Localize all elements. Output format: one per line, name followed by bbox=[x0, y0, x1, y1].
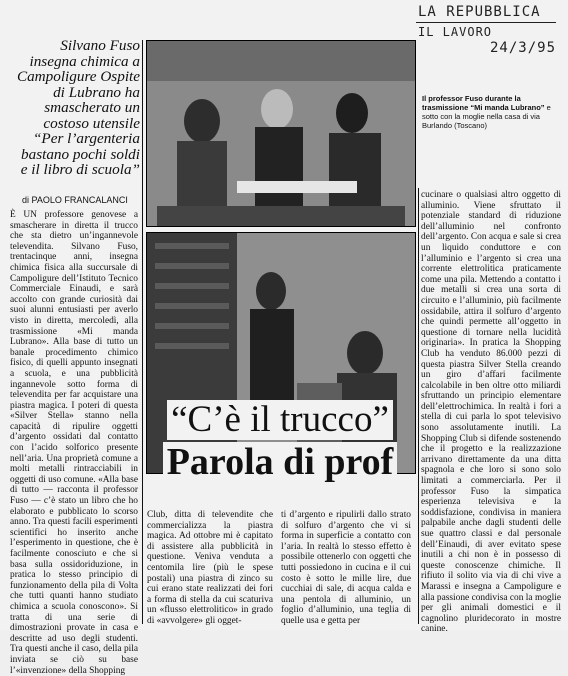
caption-credit: (Toscano) bbox=[454, 121, 488, 130]
article-column-4: cucinare o qualsiasi altro oggetto di alluminio. Viene sfruttato il potenziale standard di riduzione dell’alluminio nel confronto dell’argento. Con acqua e sale si crea un liquido conduttore e con l’alluminio e l’argento si crea una corrente elettrolitica praticamente come una pila. Mettendo a contatto i due metalli si crea una sorta di circuito e l’alluminio, più facilmente ossidabile, attira il solfuro d’argento che quindi permette all’oggetto in questione di tornare nella lucidità originaria». In pratica la Shopping Club ha venduto 86.000 pezzi di questa piastra Silver Stella creando un giro d’affari facilmente calcolabile in ben oltre otto miliardi sfruttando un principio elementare dell’elettrochimica. In realtà i fori a stella di cui parla lo spot televisivo sono assolutamente inutili. La Shopping Club si difende sostenendo che il progetto e la realizzazione arrivano direttamente da una ditta spagnola e che loro si sono solo limitati a commerciarla. Per il professor Fuso la simpatica esperienza televisiva e la soddisfazione, condivisa in maniera palpabile anche dagli studenti delle sue quattro classi e dal personale dell’Einaudi, di aver evitato spese inutili a chi non è in possesso di queste conoscenze chimiche. Il rifiuto il solito via via di chi vive a Marassi e insegna a Campoligure e alla passione condivisa con la moglie per gli animali domestici e il cagnolino pluridecorato in mostre canine. bbox=[421, 190, 561, 635]
article-column-3: ti d’argento e ripulirli dallo strato di solfuro d’argento che vi si forma in superficie a contatto con l’aria. In realtà lo stesso effetto è possibile ottenerlo con oggetti che tutti possiedono in cucina e il cui costo è sotto le mille lire, due cucchiai di sale, di acqua calda e una pentola di alluminio, un foglio d’alluminio, una teglia di quelle usa e getta per bbox=[281, 510, 411, 626]
headline bbox=[150, 400, 410, 482]
article-column-1: È UN professore genovese a smascherare in diretta il trucco che sta dietro un’ingannevole televendita. Silvano Fuso, trentacinque anni, insegna chimica fisica alla succursale di Campoligure dell’Istituto Tecnico Commerciale Einaudi, e sarà accolto con grande curiosità dai suoi alunni entusiasti per averlo visto in diretta, mercoledì, alla trasmissione «Mi manda Lubrano». Alla base di tutto un banale procedimento chimico fisico, di quelli appunto insegnati a scuola, e una pubblicità ingannevole sotto forma di televendita per far acquistare una piastra magica. I poteri di questa «Silver Stella» stanno nella capacità di ripulire oggetti d’argento ossidati dal contatto con l’acido solforico presente nell’aria. Una proprietà comune a molti metalli rintracciabili in oggetti di uso comune. «Alla base di tutto — racconta il professor Fuso — c’è stato un libro che ho elaborato e pubblicato lo scorso anno. Tra questi facili esperimenti scientifici ho inserito anche l’esperimento in questione, che è facilmente conosciuto e che si basa sulla ossidoriduzione, in pratica lo stesso principio di funzionamento della pila di Volta che tutti quanti hanno studiato chimica a scuola conoscono». Si tratta di una serie di dimostrazioni provate in casa e descritte ad uso degli studenti. Tra questi anche il caso, della pila inviata se ciò su base l’«invenzione» della Shopping bbox=[10, 210, 138, 676]
handwritten-underline bbox=[416, 22, 556, 23]
tv-studio-photo bbox=[146, 40, 416, 227]
column-divider bbox=[418, 188, 419, 624]
handwritten-section: IL LAVORO bbox=[418, 25, 493, 39]
article-column-2: Club, ditta di televendite che commercializza la piastra magica. Ad ottobre mi è capitato di assistere alla pubblicità in questione. Veniva venduta a centomila lire (più le spese postali) una piastra di zinco su cui erano state realizzati dei fori a forma di stella da cui scaturiva un «flusso elettrolitico» in grado di «avvolgere» gli ogget- bbox=[147, 510, 273, 626]
handwritten-newspaper-name: LA REPUBBLICA bbox=[418, 4, 541, 20]
headline-line-2: Parola di prof bbox=[163, 442, 398, 482]
caption-bold: Il professor Fuso durante la trasmissione “Mi manda Lubrano” bbox=[422, 94, 545, 112]
tv-studio-photo-drawing bbox=[147, 41, 415, 226]
headline-line-1: “C’è il trucco” bbox=[167, 400, 393, 440]
byline: di PAOLO FRANCALANCI bbox=[22, 195, 128, 205]
column-divider bbox=[142, 40, 143, 624]
handwritten-date: 24/3/95 bbox=[490, 40, 557, 56]
intro-summary: Silvano Fuso insegna chimica a Campoligure Ospite di Lubrano ha smascherato un costoso utensile “Per l’argenteria bastano pochi soldi e il libro di scuola” bbox=[16, 37, 140, 178]
photo-caption bbox=[422, 94, 562, 130]
caption-text: e sotto con la moglie nella casa di via Burlando bbox=[422, 103, 551, 130]
